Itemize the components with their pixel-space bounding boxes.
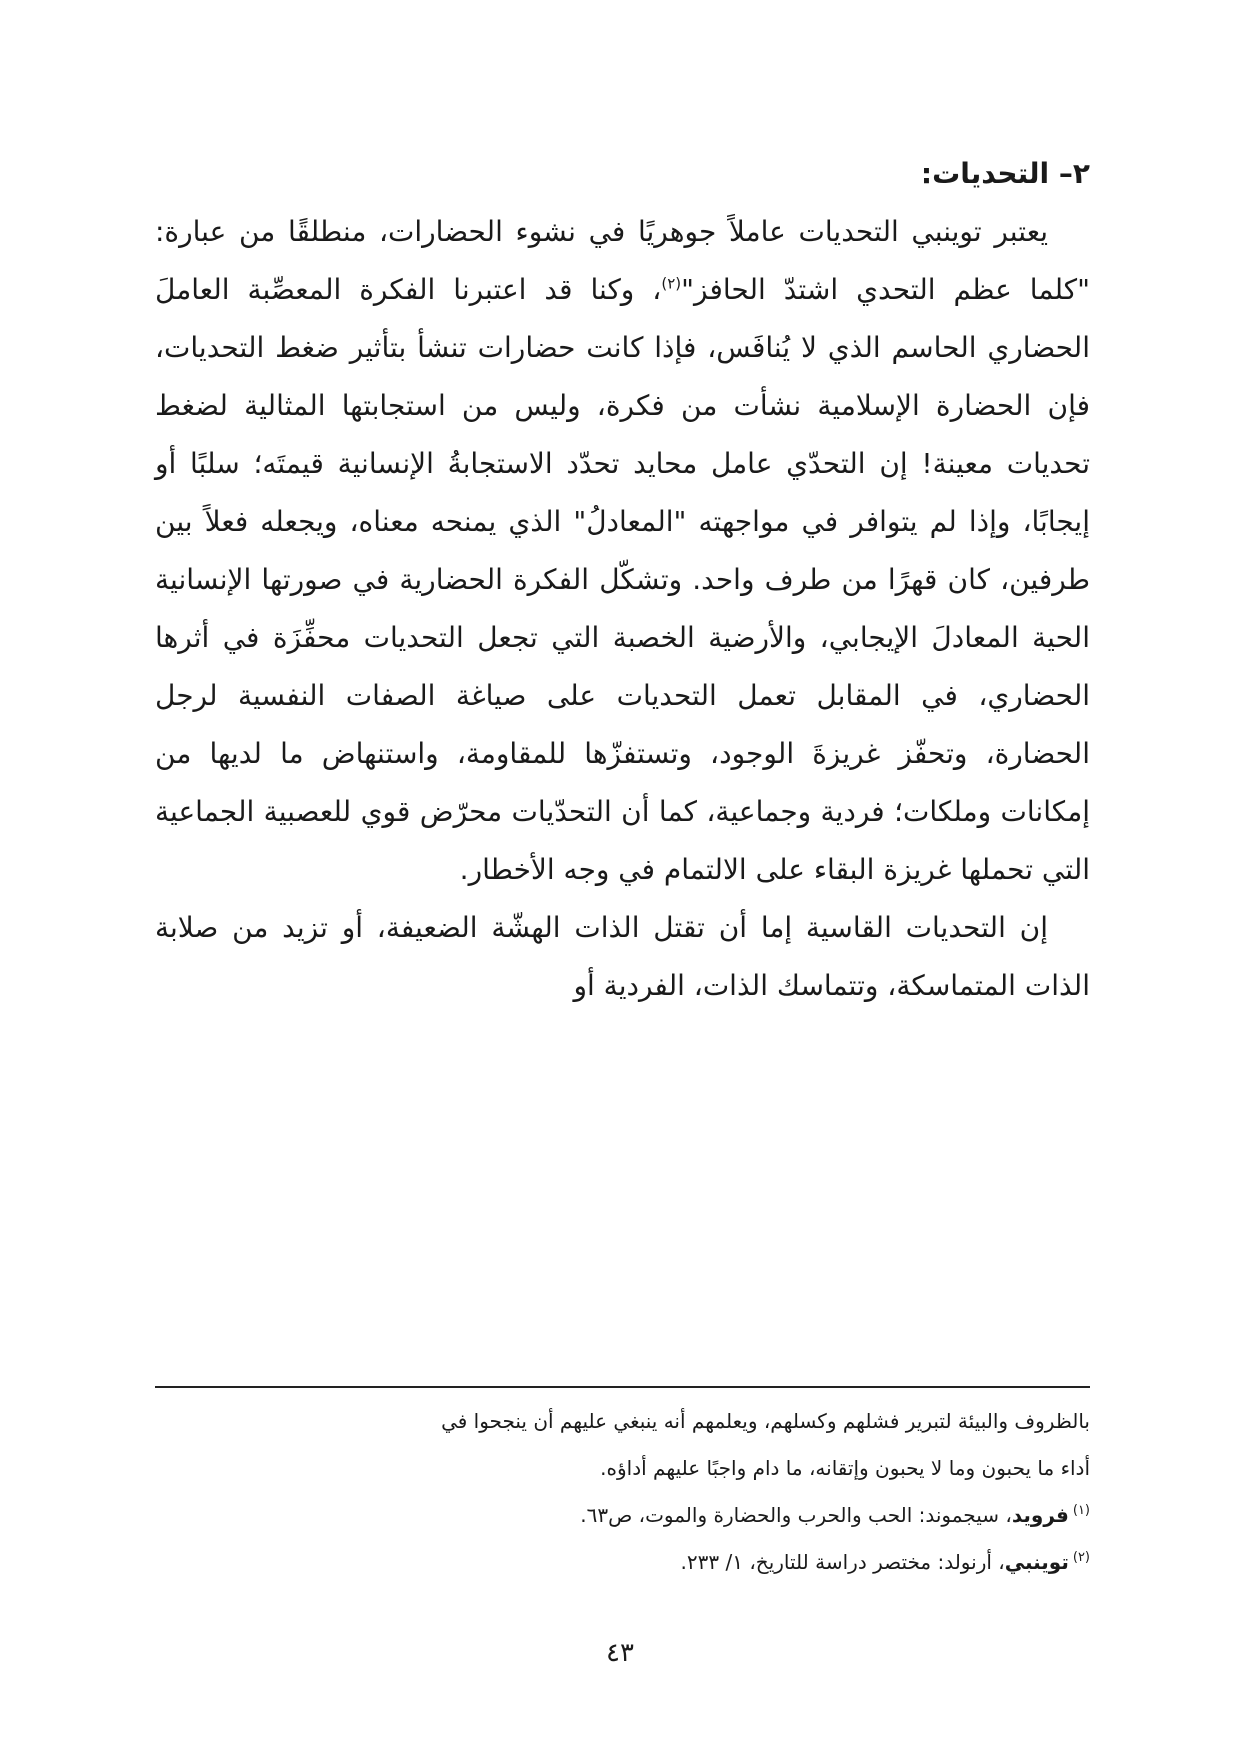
paragraph-1-part-2: ، وكنا قد اعتبرنا الفكرة المعصِّبة العاملَ الحضاري الحاسم الذي لا يُنافَس، فإذا كانت حضارات تنشأ بتأثير ضغط التحديات، فإن الحضارة الإسلامية نشأت من فكرة، وليس من استجابتها المثالية لضغط تحديات معينة! إن التحدّي عامل محايد تحدّد الاستجابةُ الإنسانية قيمتَه؛ سلبًا أو إيجابًا، وإذا لم يتوافر في مواجهته "المعادلُ" الذي يمنحه معناه، ويجعله فعلاً بين طرفين، كان قهرًا من طرف واحد. وتشكّل الفكرة الحضارية في صورتها الإنسانية الحية المعادلَ الإيجابي، والأرضية الخصبة التي تجعل التحديات محفِّزَة في أثرها الحضاري، في المقابل تعمل التحديات على صياغة الصفات النفسية لرجل الحضارة، وتحفّز غريزةَ الوجود، وتستفزّها للمقاومة، واستنهاض ما لديها من إمكانات وملكات؛ فردية وجماعية، كما أن التحدّيات محرّض قوي للعصبية الجماعية التي تحملها غريزة البقاء على الالتمام في وجه الأخطار. <box>155 273 1090 886</box>
footnote-1-author: فرويد <box>1011 1503 1069 1527</box>
main-text <box>155 125 1090 1015</box>
footnote-1-text: ، سيجموند: الحب والحرب والحضارة والموت، ص٦٣. <box>580 1503 1012 1527</box>
footnote-2-text: ، أرنولد: مختصر دراسة للتاريخ، ١/ ٢٣٣. <box>680 1550 1005 1574</box>
footnote-continuation-line-2: أداء ما يحبون وما لا يحبون وإتقانه، ما دام واجبًا عليهم أداؤه. <box>600 1456 1090 1480</box>
footnote-2-author: توينبي <box>1004 1550 1069 1574</box>
footnote-continuation-line-1: بالظروف والبيئة لتبرير فشلهم وكسلهم، ويعلمهم أنه ينبغي عليهم أن ينجحوا في <box>441 1409 1090 1433</box>
footnote-1-marker: (١) <box>1072 1503 1090 1519</box>
footnote-divider <box>155 1386 1090 1388</box>
paragraph-2: إن التحديات القاسية إما أن تقتل الذات الهشّة الضعيفة، أو تزيد من صلابة الذات المتماسكة، وتتماسك الذات، الفردية أو <box>155 911 1090 1002</box>
footnote-2-marker: (٢) <box>1072 1550 1090 1566</box>
footnote-1 <box>155 1492 1090 1539</box>
footnotes <box>155 1398 1090 1586</box>
paragraph-1-part-1: يعتبر توينبي التحديات عاملاً جوهريًا في نشوء الحضارات، منطلقًا من عبارة: "كلما عظم التحدي اشتدّ الحافز" <box>155 215 1091 306</box>
page-number: ٤٣ <box>606 1638 634 1668</box>
footnote-reference-2[interactable]: (٢) <box>661 274 682 293</box>
paragraph-1 <box>155 203 1090 899</box>
section-heading: ٢– التحديات: <box>920 157 1090 190</box>
footnote-2 <box>155 1539 1090 1586</box>
